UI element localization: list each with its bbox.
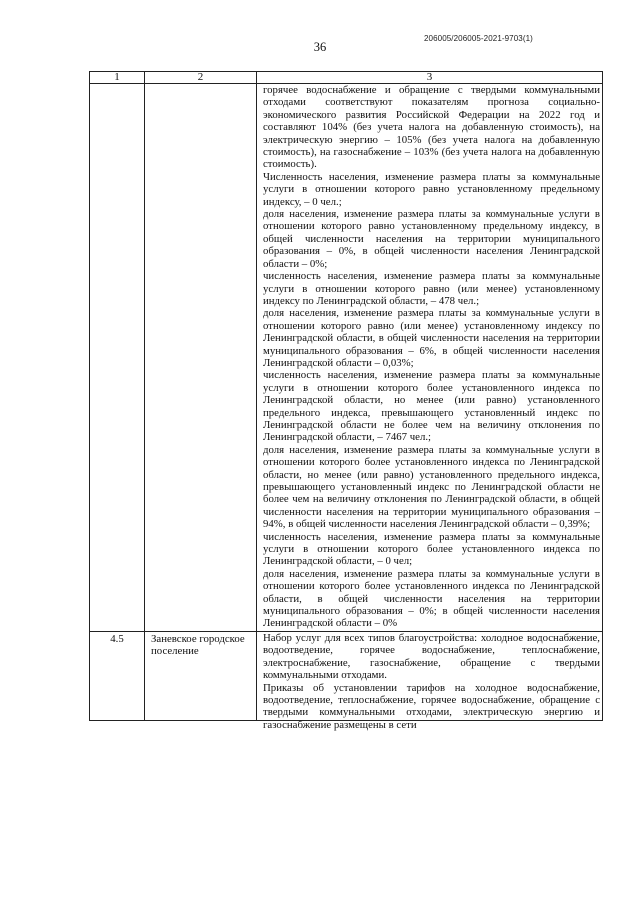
paragraph: доля населения, изменение размера платы за коммунальные услуги в отношении которого более установленного индекса по Ленинградской области, но менее (или равно) установленного предельного индекса, превышающего установленный индекс по Ленинградской области не более чем на величину отклонения по Ленинградской области, в общей численности населения на территории муниципального образования – 94%, в общей численности населения Ленинградской области – 0,39%; [263, 443, 600, 531]
document-table [89, 71, 603, 731]
number-cell [90, 631, 145, 720]
table-row [90, 84, 603, 632]
paragraph: численность населения, изменение размера платы за коммунальные услуги в отношении которого более установленного индекса по Ленинградской области, но менее (или равно) установленного предельного индекса, превышающего установленный индекс по Ленинградской области не более чем на величину отклонения по Ленинградской области, – 7467 чел.; [263, 369, 600, 444]
column-header-1: 1 [90, 72, 145, 84]
number-cell [90, 84, 145, 632]
name-cell [145, 84, 257, 632]
description-clip [257, 631, 602, 731]
paragraph: численность населения, изменение размера платы за коммунальные услуги в отношении которого более установленного индекса по Ленинградской области, – 0 чел; [263, 530, 600, 568]
table-row [90, 631, 603, 720]
paragraph: доля населения, изменение размера платы за коммунальные услуги в отношении которого равно установленному предельному индексу, в общей численности населения на территории муниципального образования – 0%, в общей численности населения Ленинградской области – 0%; [263, 208, 600, 270]
page-number: 36 [313, 40, 327, 54]
column-header-2: 2 [145, 72, 257, 84]
paragraph: Численность населения, изменение размера платы за коммунальные услуги в отношении которого равно установленному предельному индексу, – 0 чел.; [263, 170, 600, 208]
table-header-row [90, 72, 603, 84]
paragraph: доля населения, изменение размера платы за коммунальные услуги в отношении которого равно (или менее) установленному индексу по Ленинградской области, в общей численности населения на территории муниципального образования – 6%, в общей численности населения Ленинградской области – 0,03%; [263, 307, 600, 369]
paragraph: доля населения, изменение размера платы за коммунальные услуги в отношении которого более установленного индекса по Ленинградской области, в общей численности населения на территории муниципального образования – 0%; в общей численности населения Ленинградской области – 0% [263, 567, 600, 630]
name-cell [145, 631, 257, 720]
paragraph: Приказы об установлении тарифов на холодное водоснабжение, водоотведение, теплоснабжение, горячее водоснабжение, обращение с твердыми коммунальными отходами, электрическую энергию и газоснабжение размещены в сети [263, 681, 600, 731]
column-header-3: 3 [257, 72, 603, 84]
paragraph: горячее водоснабжение и обращение с твердыми коммунальными отходами соответствуют показателям прогноза социально-экономического развития Российской Федерации на 2022 год и составляют 104% (без учета налога на добавленную стоимость), на электрическую энергию – 105% (без учета налога на добавленную стоимость), на газоснабжение – 103% (без учета налога на добавленную стоимость). [263, 84, 600, 171]
paragraph: Набор услуг для всех типов благоустройства: холодное водоснабжение, водоотведение, горячее водоснабжение, теплоснабжение, электроснабжение, газоснабжение, обращение с твердыми коммунальными отходами. [263, 631, 600, 682]
description-cell [257, 631, 603, 731]
municipality-name: Заневское городское поселение [151, 632, 245, 658]
document-number: 206005/206005-2021-9703(1) [424, 34, 533, 43]
paragraph: численность населения, изменение размера платы за коммунальные услуги в отношении которого равно (или менее) установленному индексу по Ленинградской области, – 478 чел.; [263, 270, 600, 307]
description-cell [257, 84, 603, 632]
row-number: 4.5 [110, 632, 124, 645]
